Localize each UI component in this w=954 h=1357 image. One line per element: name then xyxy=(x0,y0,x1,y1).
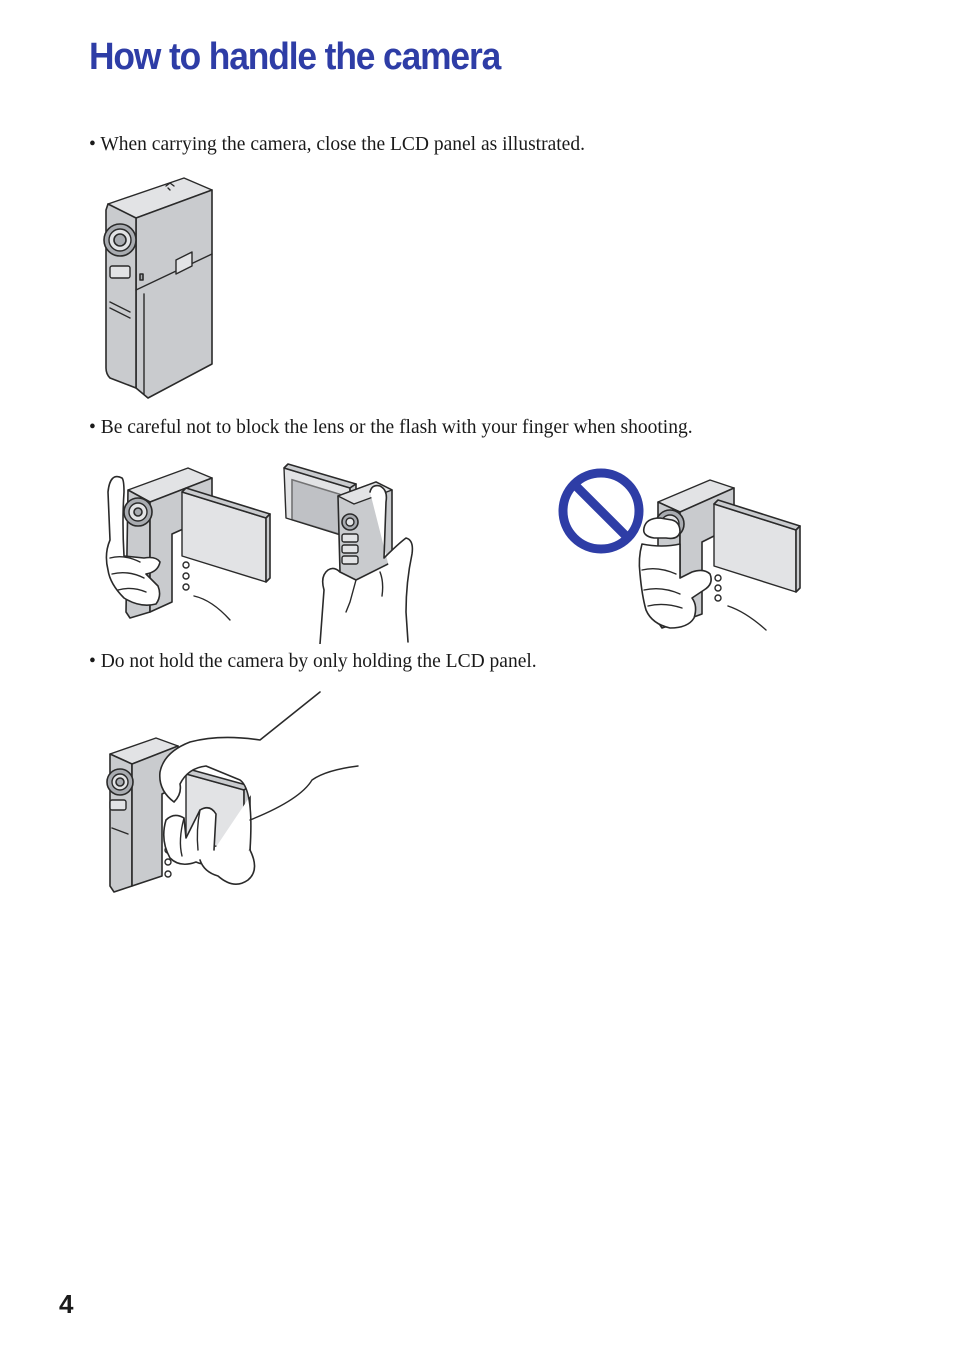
camera-proper-grip-illustration xyxy=(100,462,275,624)
camera-blocked-lens-illustration xyxy=(632,474,807,636)
camera-closed-illustration xyxy=(96,174,226,406)
bullet-dont-block-lens: • Be careful not to block the lens or the flash with your finger when shooting. xyxy=(89,417,693,438)
bullet-dont-hold-by-lcd: • Do not hold the camera by only holding the LCD panel. xyxy=(89,651,537,672)
camera-rear-view-illustration xyxy=(280,462,430,644)
page-number: 4 xyxy=(59,1289,74,1319)
page-title: How to handle the camera xyxy=(89,36,501,78)
bullet-carry-closed: • When carrying the camera, close the LCD panel as illustrated. xyxy=(89,134,585,155)
camera-held-by-lcd-illustration xyxy=(100,690,365,896)
